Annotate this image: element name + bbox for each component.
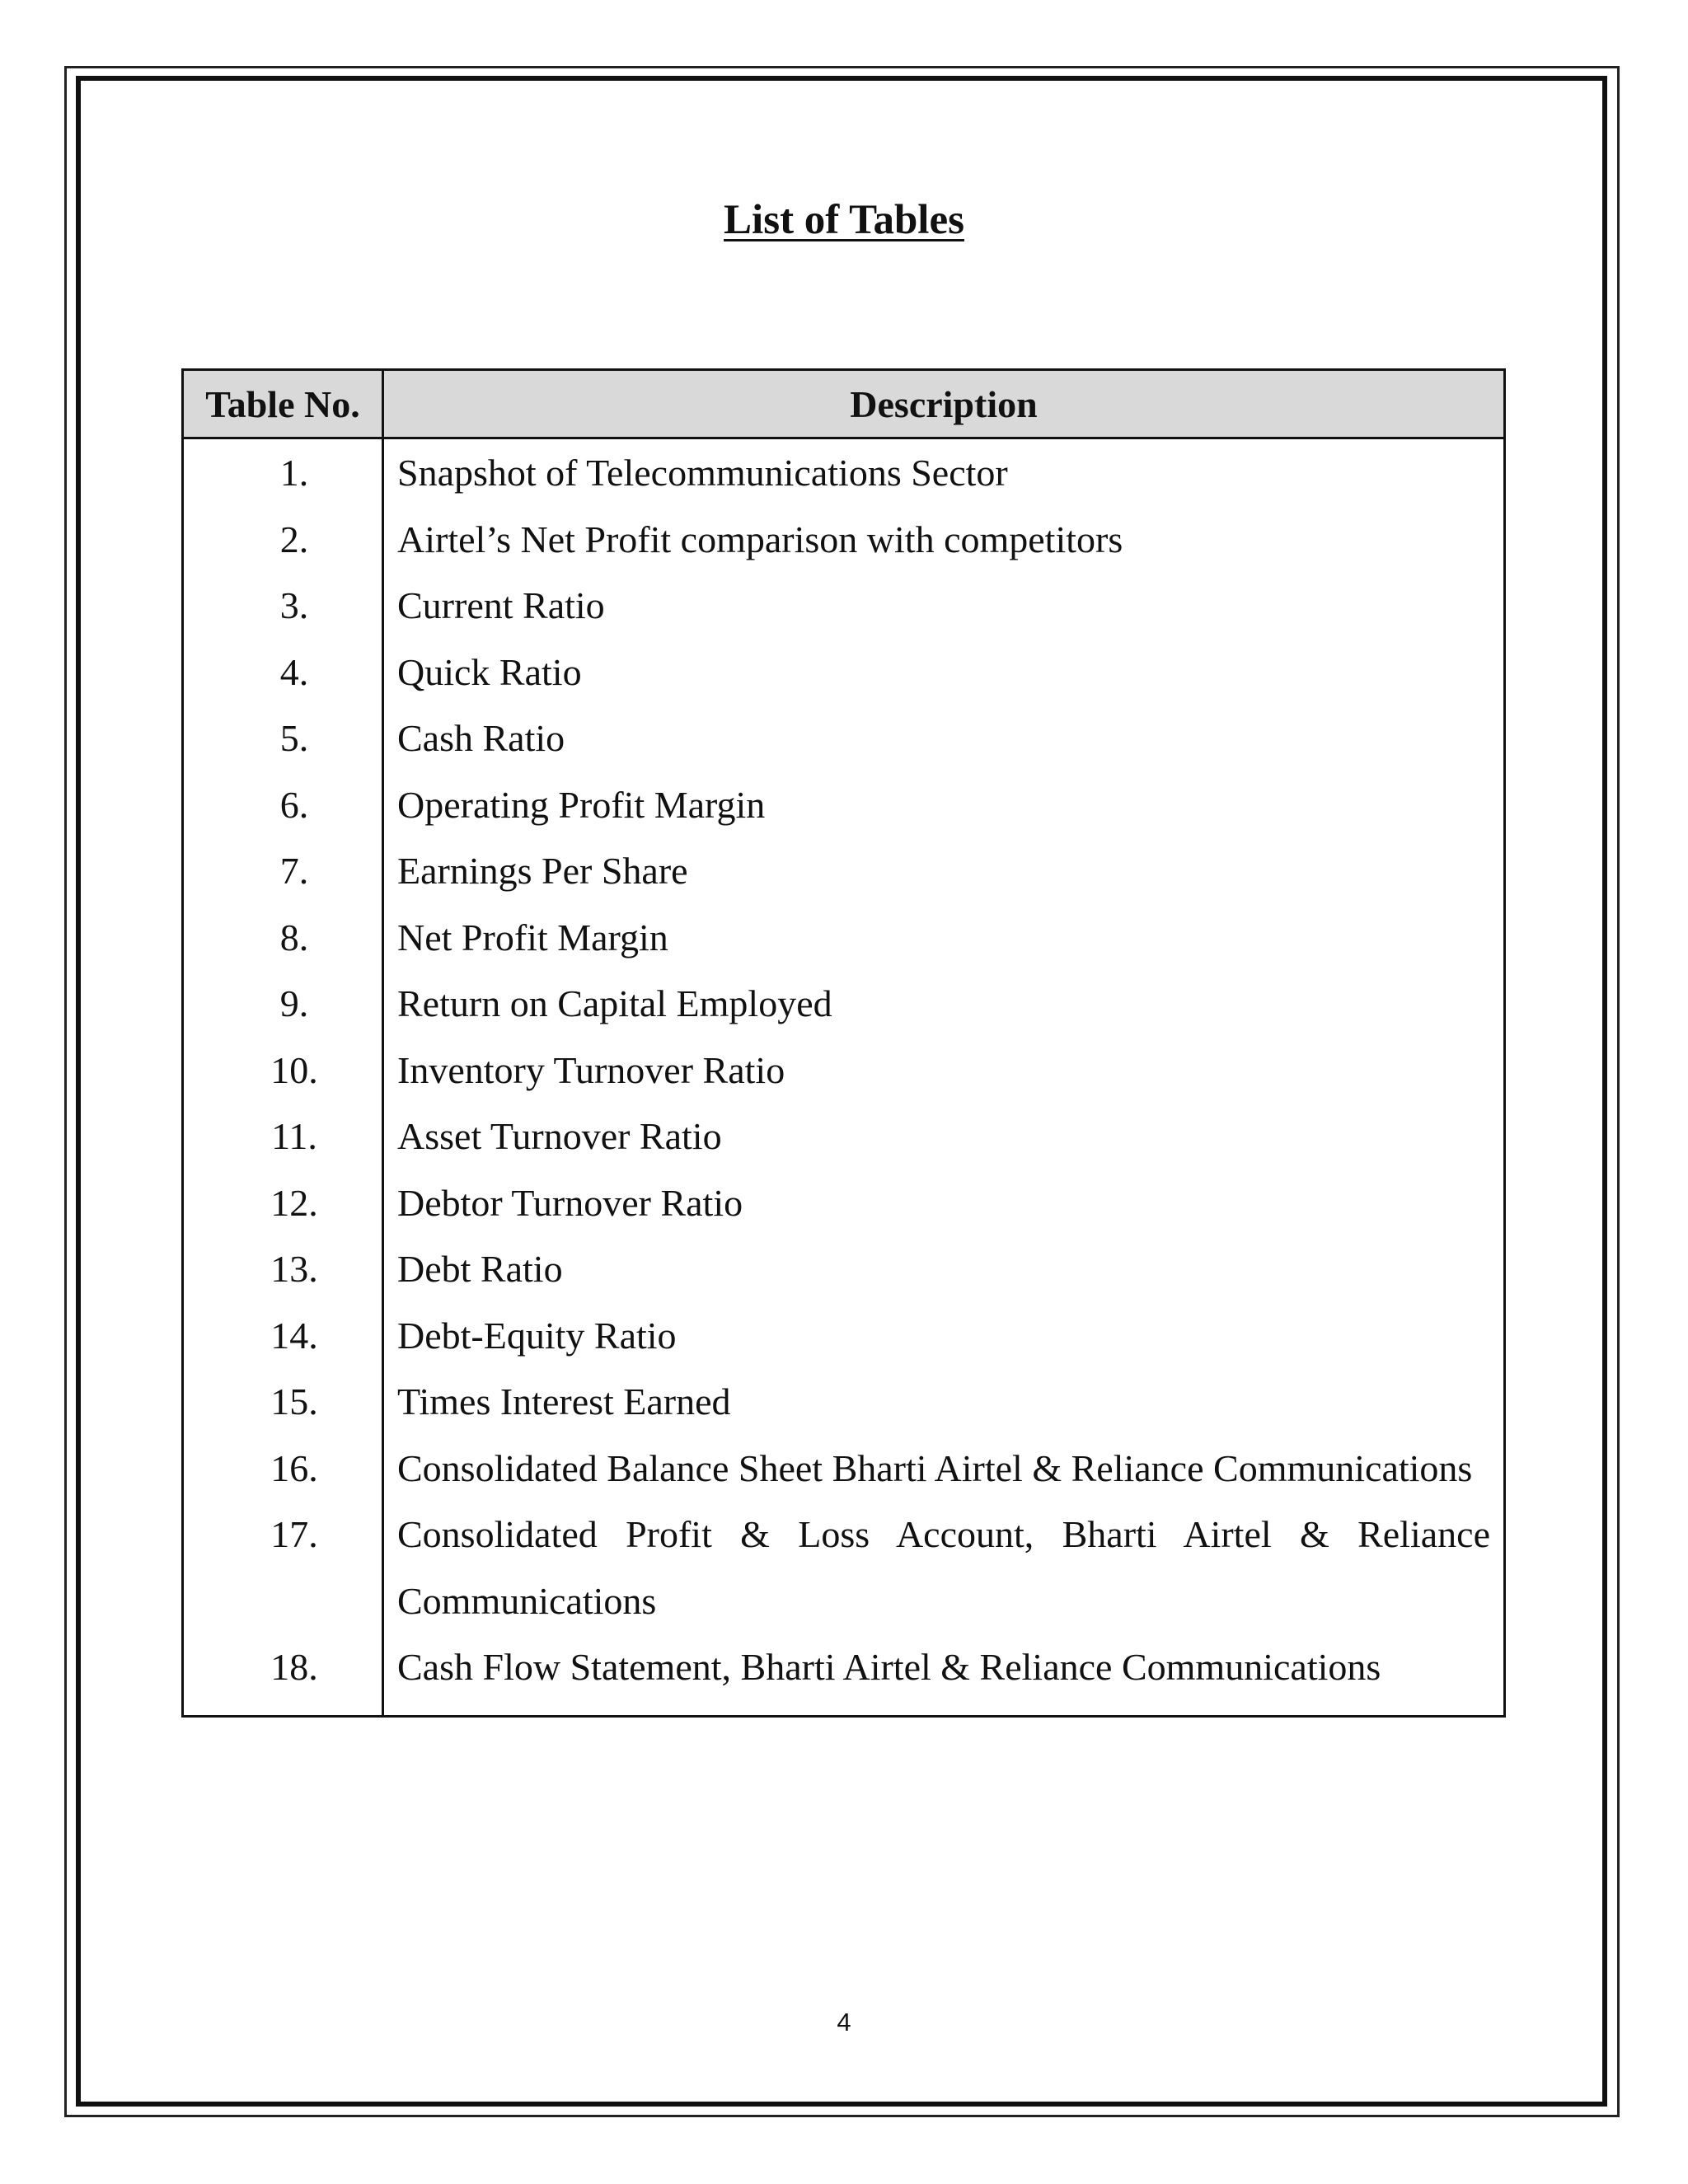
table-row xyxy=(183,1303,1505,1370)
page-number: 4 xyxy=(837,2008,851,2036)
table-row xyxy=(183,971,1505,1038)
table-description: Debt Ratio xyxy=(383,1236,1505,1303)
table-description: Return on Capital Employed xyxy=(383,971,1505,1038)
table-description: Net Profit Margin xyxy=(383,905,1505,972)
column-header-description: Description xyxy=(383,370,1505,438)
table-row xyxy=(183,507,1505,574)
table-row xyxy=(183,772,1505,839)
table-row xyxy=(183,1104,1505,1170)
table-number: 9. xyxy=(183,971,383,1038)
table-number: 3. xyxy=(183,573,383,640)
table-description: Airtel’s Net Profit comparison with competitors xyxy=(383,507,1505,574)
table-number: 16. xyxy=(183,1436,383,1502)
page-title: List of Tables xyxy=(724,197,964,243)
table-row xyxy=(183,1038,1505,1104)
table-row xyxy=(183,640,1505,706)
table-row xyxy=(183,573,1505,640)
table-description: Inventory Turnover Ratio xyxy=(383,1038,1505,1104)
table-description: Times Interest Earned xyxy=(383,1369,1505,1436)
table-number: 18. xyxy=(183,1634,383,1716)
table-row xyxy=(183,1502,1505,1634)
table-description: Debt-Equity Ratio xyxy=(383,1303,1505,1370)
table-number: 10. xyxy=(183,1038,383,1104)
table-number: 14. xyxy=(183,1303,383,1370)
table-row xyxy=(183,1236,1505,1303)
table-number: 13. xyxy=(183,1236,383,1303)
table-description: Debtor Turnover Ratio xyxy=(383,1170,1505,1237)
table-row xyxy=(183,838,1505,905)
table-description: Operating Profit Margin xyxy=(383,772,1505,839)
table-description: Quick Ratio xyxy=(383,640,1505,706)
table-description: Snapshot of Telecommunications Sector xyxy=(383,438,1505,507)
table-number: 15. xyxy=(183,1369,383,1436)
table-row xyxy=(183,1436,1505,1502)
table-row xyxy=(183,438,1505,507)
table-description: Cash Ratio xyxy=(383,705,1505,772)
table-row xyxy=(183,705,1505,772)
table-row xyxy=(183,1170,1505,1237)
table-number: 8. xyxy=(183,905,383,972)
table-description: Cash Flow Statement, Bharti Airtel & Reliance Communications xyxy=(383,1634,1505,1716)
table-number: 11. xyxy=(183,1104,383,1170)
table-row xyxy=(183,1369,1505,1436)
table-description: Consolidated Balance Sheet Bharti Airtel & Reliance Communications xyxy=(383,1436,1505,1502)
table-number: 5. xyxy=(183,705,383,772)
table-description: Consolidated Profit & Loss Account, Bharti Airtel & Reliance Communications xyxy=(383,1502,1505,1634)
table-number: 7. xyxy=(183,838,383,905)
table-number: 6. xyxy=(183,772,383,839)
table-number: 2. xyxy=(183,507,383,574)
table-description: Current Ratio xyxy=(383,573,1505,640)
table-row xyxy=(183,905,1505,972)
table-header-row xyxy=(183,370,1505,438)
table-number: 1. xyxy=(183,438,383,507)
list-of-tables xyxy=(181,368,1506,1718)
table-number: 4. xyxy=(183,640,383,706)
table-description: Earnings Per Share xyxy=(383,838,1505,905)
column-header-table-no: Table No. xyxy=(183,370,383,438)
table-number: 12. xyxy=(183,1170,383,1237)
table-row xyxy=(183,1634,1505,1716)
table-number: 17. xyxy=(183,1502,383,1634)
table-description: Asset Turnover Ratio xyxy=(383,1104,1505,1170)
